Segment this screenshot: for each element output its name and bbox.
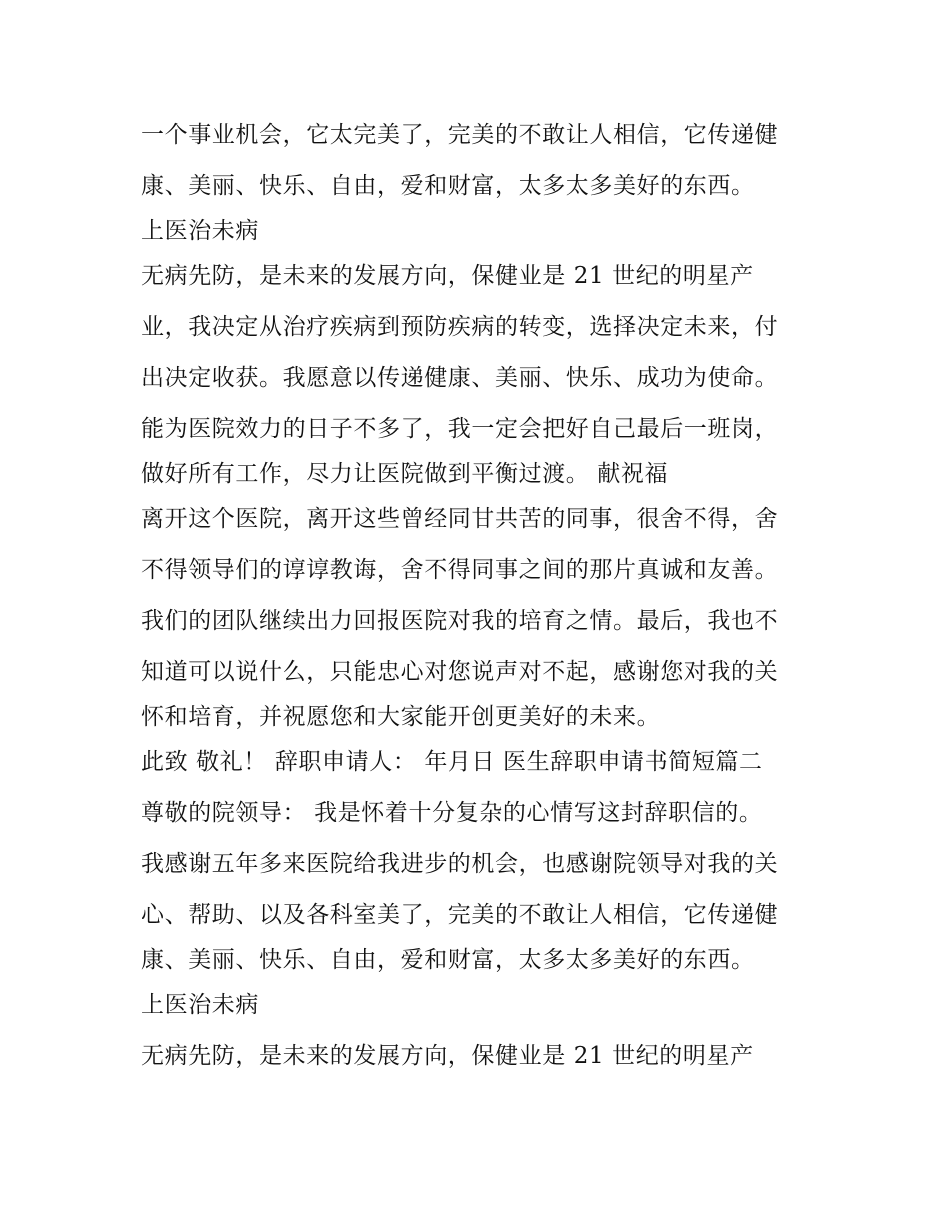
- text-line: 能为医院效力的日子不多了，我一定会把好自己最后一班岗，: [141, 416, 779, 442]
- text-line: 离开这个医院，离开这些曾经同甘共苦的同事，很舍不得，舍: [141, 506, 779, 532]
- text-line: 业，我决定从治疗疾病到预防疾病的转变，选择决定未来，付: [141, 314, 779, 340]
- text-line: 我们的团队继续出力回报医院对我的培育之情。最后，我也不: [141, 608, 779, 634]
- document-body: [141, 110, 821, 1082]
- text-line: 无病先防，是未来的发展方向，保健业是 21 世纪的明星产: [141, 1043, 754, 1069]
- text-line: 一个事业机会，它太完美了，完美的不敢让人相信，它传递健: [141, 122, 779, 148]
- text-line: 我感谢五年多来医院给我进步的机会，也感谢院领导对我的关: [141, 851, 779, 877]
- text-line: 无病先防，是未来的发展方向，保健业是 21 世纪的明星产: [141, 263, 754, 289]
- text-line: 心、帮助、以及各科室美了，完美的不敢让人相信，它传递健: [141, 902, 779, 928]
- text-line: 不得领导们的谆谆教诲，舍不得同事之间的那片真诚和友善。: [141, 557, 779, 583]
- text-line: 知道可以说什么，只能忠心对您说声对不起，感谢您对我的关: [141, 659, 779, 685]
- text-line: 做好所有工作，尽力让医院做到平衡过渡。 献祝福: [141, 461, 669, 487]
- text-line: 此致 敬礼！ 辞职申请人： 年月日 医生辞职申请书简短篇二: [141, 749, 763, 775]
- text-line: 康、美丽、快乐、自由，爱和财富，太多太多美好的东西。: [141, 947, 755, 973]
- text-line: 出决定收获。我愿意以传递健康、美丽、快乐、成功为使命。: [141, 365, 779, 391]
- text-line: 康、美丽、快乐、自由，爱和财富，太多太多美好的东西。: [141, 173, 755, 199]
- text-line: 尊敬的院领导： 我是怀着十分复杂的心情写这封辞职信的。: [141, 800, 763, 826]
- section-heading: 上医治未病: [141, 218, 259, 244]
- section-heading: 上医治未病: [141, 992, 259, 1018]
- text-line: 怀和培育，并祝愿您和大家能开创更美好的未来。: [141, 704, 661, 730]
